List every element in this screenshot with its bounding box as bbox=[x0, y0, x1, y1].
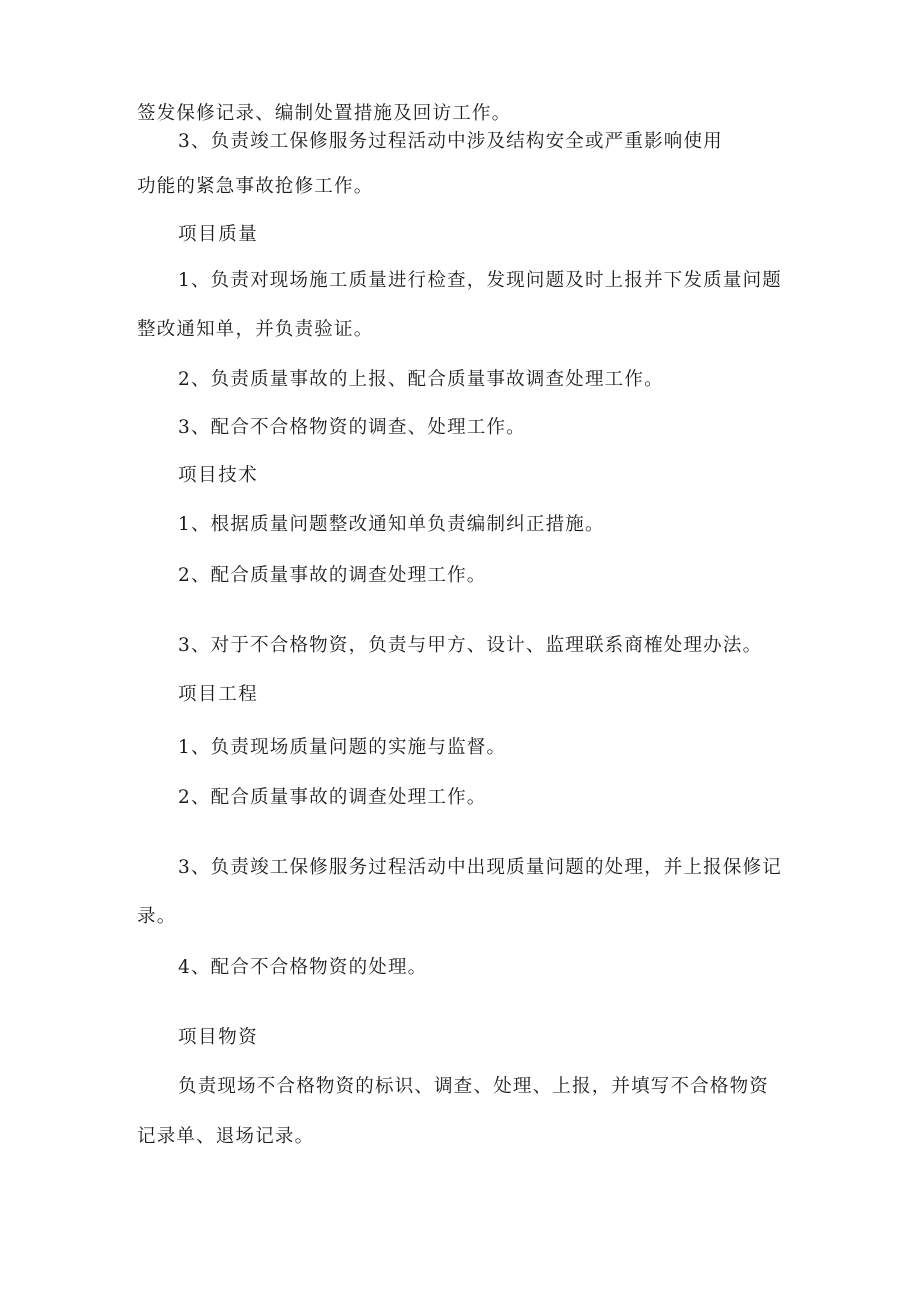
text-line: 1、负责现场质量问题的实施与监督。 bbox=[178, 737, 507, 758]
text-line: 负责现场不合格物资的标识、调查、处理、上报，并填写不合格物资 bbox=[178, 1076, 770, 1097]
text-line: 1、根据质量问题整改通知单负责编制纠正措施。 bbox=[178, 514, 605, 535]
text-line: 2、配合质量事故的调查处理工作。 bbox=[178, 787, 487, 808]
text-line: 签发保修记录、编制处置措施及回访工作。 bbox=[137, 103, 512, 124]
section-heading: 项目技术 bbox=[178, 465, 259, 486]
text-line: 3、负责竣工保修服务过程活动中出现质量问题的处理，并上报保修记 bbox=[178, 857, 782, 878]
text-line: 录。 bbox=[137, 906, 177, 927]
text-line: 3、对于不合格物资，负责与甲方、设计、监理联系商榷处理办法。 bbox=[178, 635, 763, 656]
text-line: 1、负责对现场施工质量进行检查，发现问题及时上报并下发质量问题 bbox=[178, 270, 782, 291]
text-line: 3、负责竣工保修服务过程活动中涉及结构安全或严重影响使用 bbox=[178, 131, 723, 152]
text-line: 2、配合质量事故的调查处理工作。 bbox=[178, 565, 487, 586]
section-heading: 项目质量 bbox=[178, 224, 259, 245]
section-heading: 项目物资 bbox=[178, 1027, 259, 1048]
text-line: 2、负责质量事故的上报、配合质量事故调查处理工作。 bbox=[178, 369, 664, 390]
text-line: 3、配合不合格物资的调查、处理工作。 bbox=[178, 417, 526, 438]
section-heading: 项目工程 bbox=[178, 684, 259, 705]
text-line: 功能的紧急事故抢修工作。 bbox=[137, 176, 374, 197]
text-line: 记录单、退场记录。 bbox=[137, 1126, 315, 1147]
text-line: 4、配合不合格物资的处理。 bbox=[178, 957, 428, 978]
text-line: 整改通知单，并负责验证。 bbox=[137, 319, 374, 340]
